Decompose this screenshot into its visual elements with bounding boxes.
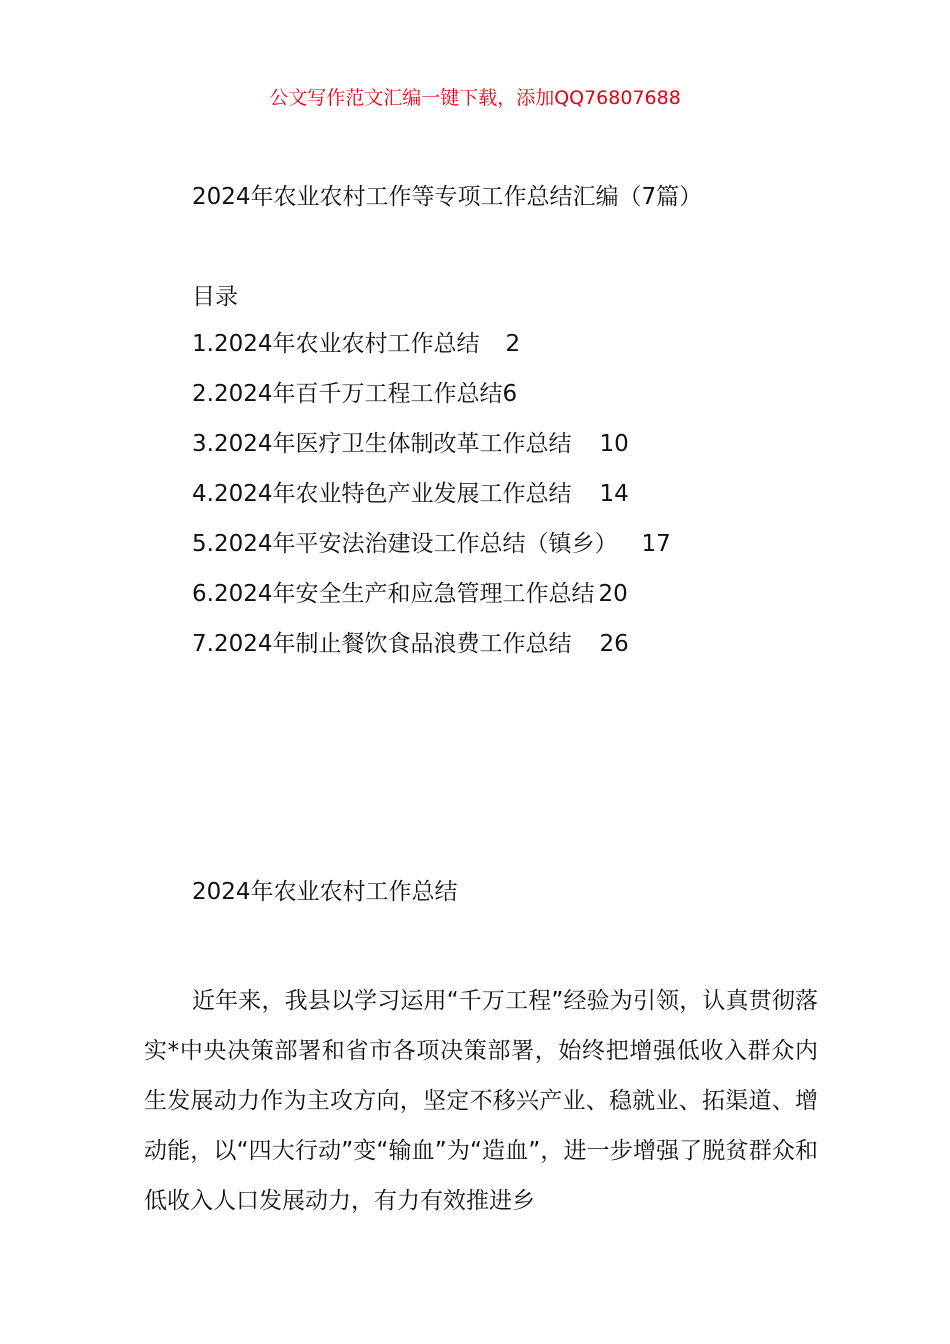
toc-entry-title: 3.2024年医疗卫生体制改革工作总结 [192,431,572,457]
toc-entry-title: 5.2024年平安法治建设工作总结（镇乡） [192,531,618,557]
toc-entry-2[interactable] [192,377,671,427]
toc-entry-4[interactable] [192,477,671,527]
toc-entry-title: 7.2024年制止餐饮食品浪费工作总结 [192,631,572,657]
download-banner[interactable]: 公文写作范文汇编一键下载，添加QQ76807688 [269,87,681,109]
document-title: 2024年农业农村工作等专项工作总结汇编（7篇） [192,184,703,210]
toc-entry-page: 26 [599,631,629,657]
toc-entry-title: 4.2024年农业特色产业发展工作总结 [192,481,572,507]
toc-entry-page: 2 [505,331,521,357]
toc-entry-page: 6 [502,381,518,407]
toc-entry-title: 2.2024年百千万工程工作总结 [192,381,503,407]
toc-entry-3[interactable] [192,427,671,477]
toc-entry-title: 1.2024年农业农村工作总结 [192,331,480,357]
toc-entry-page: 14 [599,481,629,507]
toc-entry-6[interactable] [192,577,671,627]
toc-entry-7[interactable] [192,627,671,677]
section-title: 2024年农业农村工作总结 [192,879,458,905]
toc-entry-5[interactable] [192,527,671,577]
toc-entry-page: 10 [599,431,629,457]
toc-entry-page: 17 [641,531,671,557]
toc-entry-1[interactable] [192,327,671,377]
toc-entry-title: 6.2024年安全生产和应急管理工作总结 [192,581,595,607]
toc-heading: 目录 [192,284,238,310]
toc-entry-page: 20 [598,581,628,607]
body-paragraph: 近年来，我县以学习运用“千万工程”经验为引领，认真贯彻落实*中央决策部署和省市各项决策部署，始终把增强低收入群众内生发展动力作为主攻方向，坚定不移兴产业、稳就业、拓渠道、增动能，以“四大行动”变“输血”为“造血”，进一步增强了脱贫群众和低收入人口发展动力，有力有效推进乡 [144,988,818,1214]
table-of-contents [192,327,671,677]
